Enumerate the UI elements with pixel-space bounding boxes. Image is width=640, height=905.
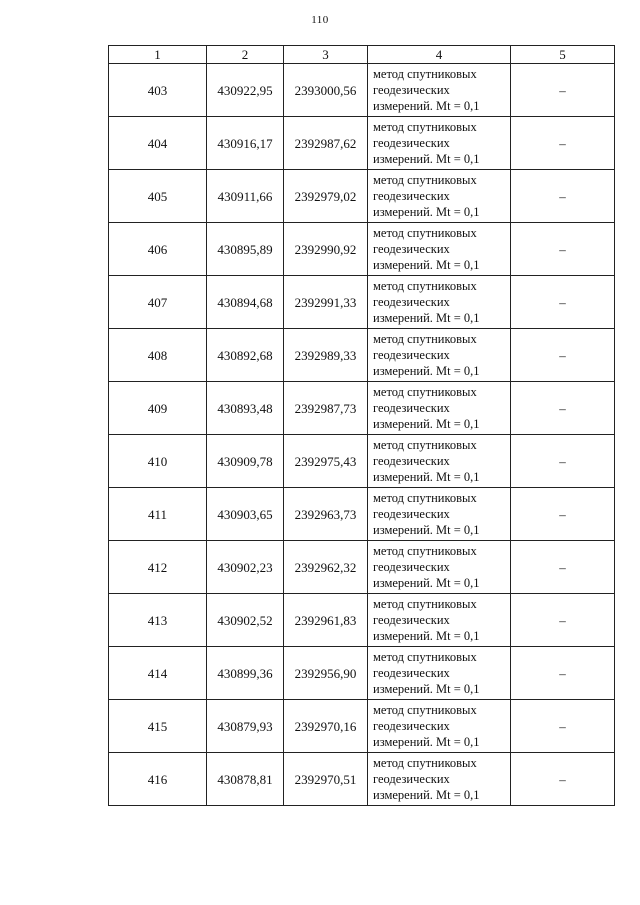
note-cell: – <box>511 223 615 276</box>
x-coordinate-cell: 430902,52 <box>207 594 284 647</box>
method-line-2: геодезических <box>373 666 450 680</box>
y-coordinate-cell: 2392989,33 <box>284 329 368 382</box>
x-coordinate-cell: 430922,95 <box>207 64 284 117</box>
header-col-3: 3 <box>284 46 368 64</box>
x-coordinate-cell: 430878,81 <box>207 753 284 806</box>
point-number-cell: 411 <box>109 488 207 541</box>
method-line-2: геодезических <box>373 719 450 733</box>
method-line-2: геодезических <box>373 613 450 627</box>
method-cell <box>368 435 511 488</box>
note-cell: – <box>511 276 615 329</box>
note-cell: – <box>511 753 615 806</box>
method-line-3: измерений. Mt = 0,1 <box>373 417 480 431</box>
method-line-1: метод спутниковых <box>373 120 477 134</box>
y-coordinate-cell: 2392970,51 <box>284 753 368 806</box>
point-number-cell: 407 <box>109 276 207 329</box>
method-line-2: геодезических <box>373 189 450 203</box>
x-coordinate-cell: 430899,36 <box>207 647 284 700</box>
y-coordinate-cell: 2392961,83 <box>284 594 368 647</box>
x-coordinate-cell: 430894,68 <box>207 276 284 329</box>
note-cell: – <box>511 117 615 170</box>
point-number-cell: 408 <box>109 329 207 382</box>
method-line-3: измерений. Mt = 0,1 <box>373 576 480 590</box>
method-line-1: метод спутниковых <box>373 756 477 770</box>
point-number-cell: 412 <box>109 541 207 594</box>
note-cell: – <box>511 170 615 223</box>
table-row <box>109 276 615 329</box>
method-line-3: измерений. Mt = 0,1 <box>373 364 480 378</box>
table-header-row <box>109 46 615 64</box>
method-line-1: метод спутниковых <box>373 67 477 81</box>
method-line-2: геодезических <box>373 83 450 97</box>
method-line-2: геодезических <box>373 295 450 309</box>
note-cell: – <box>511 647 615 700</box>
method-line-2: геодезических <box>373 348 450 362</box>
x-coordinate-cell: 430893,48 <box>207 382 284 435</box>
method-cell <box>368 329 511 382</box>
method-line-2: геодезических <box>373 136 450 150</box>
point-number-cell: 404 <box>109 117 207 170</box>
note-cell: – <box>511 488 615 541</box>
method-line-1: метод спутниковых <box>373 173 477 187</box>
method-line-1: метод спутниковых <box>373 385 477 399</box>
point-number-cell: 410 <box>109 435 207 488</box>
page-number: 110 <box>311 14 329 26</box>
y-coordinate-cell: 2392962,32 <box>284 541 368 594</box>
point-number-cell: 413 <box>109 594 207 647</box>
table-row <box>109 223 615 276</box>
method-line-3: измерений. Mt = 0,1 <box>373 470 480 484</box>
note-cell: – <box>511 382 615 435</box>
method-line-3: измерений. Mt = 0,1 <box>373 523 480 537</box>
y-coordinate-cell: 2392970,16 <box>284 700 368 753</box>
x-coordinate-cell: 430892,68 <box>207 329 284 382</box>
point-number-cell: 406 <box>109 223 207 276</box>
table-row <box>109 382 615 435</box>
method-line-1: метод спутниковых <box>373 491 477 505</box>
note-cell: – <box>511 64 615 117</box>
header-col-2: 2 <box>207 46 284 64</box>
point-number-cell: 403 <box>109 64 207 117</box>
table-row <box>109 117 615 170</box>
x-coordinate-cell: 430916,17 <box>207 117 284 170</box>
coordinates-table <box>108 45 615 806</box>
method-line-1: метод спутниковых <box>373 332 477 346</box>
header-col-5: 5 <box>511 46 615 64</box>
method-cell <box>368 541 511 594</box>
note-cell: – <box>511 329 615 382</box>
method-line-3: измерений. Mt = 0,1 <box>373 682 480 696</box>
method-line-1: метод спутниковых <box>373 650 477 664</box>
method-line-2: геодезических <box>373 507 450 521</box>
method-line-3: измерений. Mt = 0,1 <box>373 629 480 643</box>
method-cell <box>368 64 511 117</box>
method-line-3: измерений. Mt = 0,1 <box>373 99 480 113</box>
table-row <box>109 488 615 541</box>
method-cell <box>368 700 511 753</box>
method-cell <box>368 647 511 700</box>
table-row <box>109 541 615 594</box>
method-line-1: метод спутниковых <box>373 438 477 452</box>
method-line-1: метод спутниковых <box>373 703 477 717</box>
method-line-2: геодезических <box>373 454 450 468</box>
method-cell <box>368 170 511 223</box>
method-cell <box>368 117 511 170</box>
header-col-4: 4 <box>368 46 511 64</box>
y-coordinate-cell: 2392975,43 <box>284 435 368 488</box>
method-line-3: измерений. Mt = 0,1 <box>373 735 480 749</box>
y-coordinate-cell: 2392991,33 <box>284 276 368 329</box>
table-row <box>109 170 615 223</box>
note-cell: – <box>511 700 615 753</box>
x-coordinate-cell: 430909,78 <box>207 435 284 488</box>
header-col-1: 1 <box>109 46 207 64</box>
table-row <box>109 594 615 647</box>
method-line-2: геодезических <box>373 560 450 574</box>
point-number-cell: 416 <box>109 753 207 806</box>
point-number-cell: 414 <box>109 647 207 700</box>
y-coordinate-cell: 2392987,73 <box>284 382 368 435</box>
y-coordinate-cell: 2392987,62 <box>284 117 368 170</box>
method-line-1: метод спутниковых <box>373 226 477 240</box>
method-cell <box>368 488 511 541</box>
point-number-cell: 405 <box>109 170 207 223</box>
y-coordinate-cell: 2392979,02 <box>284 170 368 223</box>
x-coordinate-cell: 430879,93 <box>207 700 284 753</box>
y-coordinate-cell: 2393000,56 <box>284 64 368 117</box>
x-coordinate-cell: 430902,23 <box>207 541 284 594</box>
method-line-3: измерений. Mt = 0,1 <box>373 788 480 802</box>
method-line-2: геодезических <box>373 401 450 415</box>
note-cell: – <box>511 435 615 488</box>
x-coordinate-cell: 430903,65 <box>207 488 284 541</box>
x-coordinate-cell: 430895,89 <box>207 223 284 276</box>
table-row <box>109 64 615 117</box>
table-row <box>109 700 615 753</box>
note-cell: – <box>511 541 615 594</box>
method-line-2: геодезических <box>373 242 450 256</box>
x-coordinate-cell: 430911,66 <box>207 170 284 223</box>
method-cell <box>368 382 511 435</box>
point-number-cell: 409 <box>109 382 207 435</box>
table-row <box>109 647 615 700</box>
method-line-3: измерений. Mt = 0,1 <box>373 258 480 272</box>
method-line-3: измерений. Mt = 0,1 <box>373 152 480 166</box>
method-cell <box>368 223 511 276</box>
y-coordinate-cell: 2392956,90 <box>284 647 368 700</box>
method-cell <box>368 276 511 329</box>
method-line-3: измерений. Mt = 0,1 <box>373 205 480 219</box>
y-coordinate-cell: 2392963,73 <box>284 488 368 541</box>
note-cell: – <box>511 594 615 647</box>
table-row <box>109 753 615 806</box>
y-coordinate-cell: 2392990,92 <box>284 223 368 276</box>
table-row <box>109 435 615 488</box>
method-line-3: измерений. Mt = 0,1 <box>373 311 480 325</box>
table-row <box>109 329 615 382</box>
method-line-1: метод спутниковых <box>373 597 477 611</box>
method-line-1: метод спутниковых <box>373 544 477 558</box>
method-line-2: геодезических <box>373 772 450 786</box>
method-cell <box>368 753 511 806</box>
point-number-cell: 415 <box>109 700 207 753</box>
method-cell <box>368 594 511 647</box>
method-line-1: метод спутниковых <box>373 279 477 293</box>
